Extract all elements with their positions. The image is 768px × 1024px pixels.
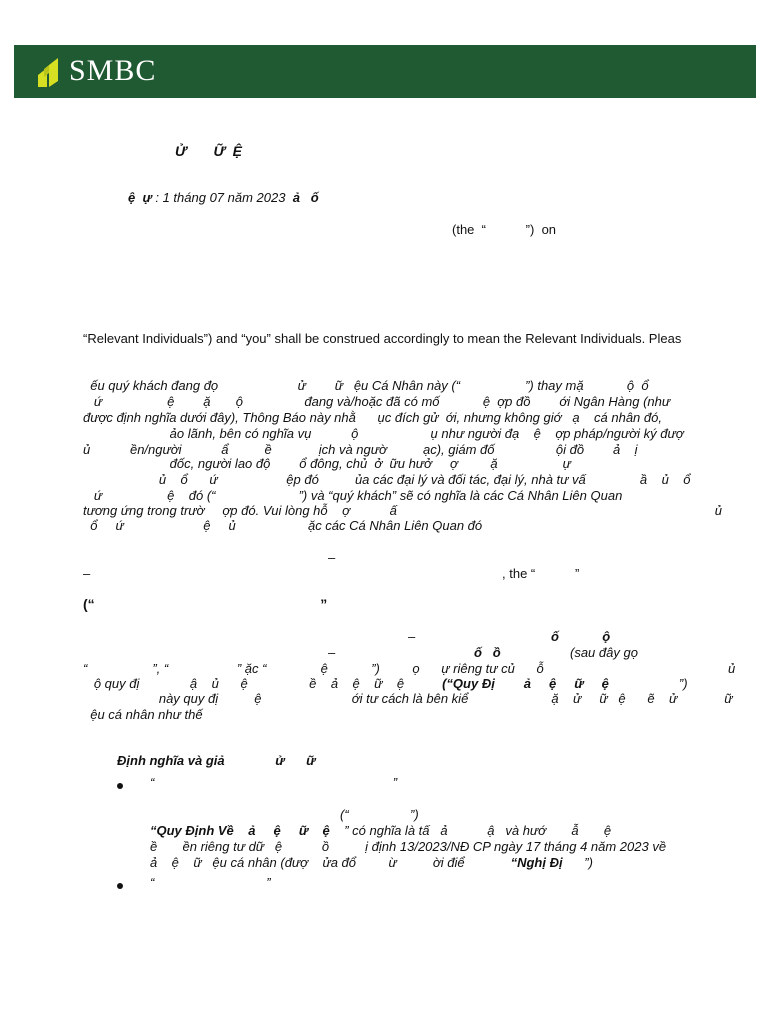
rules-line3: “ ”, “ ” ặc “ ệ ”) ọ ự riêng tư củ ỗ ủ [83, 661, 736, 676]
vi-paragraph-line: ủ ền/người ẩ ề ịch và ngườ ạc), giám đố ội đồ ả ị [83, 442, 638, 457]
smbc-logo-icon [38, 55, 62, 87]
rules-line5: này quy đị ệ ới tư cách là bên kiể ặ ử ữ ệ ẽ ử ữ [83, 691, 733, 706]
rules-line1-tail: ố ộ [551, 629, 611, 644]
definition-1-line1-text: ” có nghĩa là tấ ả ậ và hướ ẫ ệ [329, 823, 612, 838]
intro-the-on: (the “ ”) on [452, 222, 557, 237]
rules-line4-end: ”) [678, 676, 688, 691]
rules-line4 [83, 676, 688, 692]
vi-paragraph-line: ổ ứ ệ ủ ặc các Cá Nhân Liên Quan đó [83, 518, 483, 533]
rules-line6: ệu cá nhân như thế [83, 707, 203, 722]
vi-paragraph-line: ủ ổ ứ ệp đó ủa các đại lý và đối tác, đại lý, nhà tư vấ ầ ủ ổ [83, 472, 691, 487]
bullet-icon [117, 883, 123, 889]
bullet-icon [117, 783, 123, 789]
bold-quote-heading: (“ ” [83, 596, 328, 612]
definition-1-line3 [150, 855, 593, 871]
definition-1-line3-text: ả ệ ữ ệu cá nhân (đượ ửa đổ ừ ời điể [150, 855, 465, 870]
dash-fragment: – [83, 566, 91, 581]
vi-paragraph-line: ảo lãnh, bên có nghĩa vụ ộ ụ như người đạ ệ ợp pháp/người ký đượ [83, 426, 684, 441]
definition-1-line2: ề ền riêng tư dữ ệ ồ ị định 13/2023/NĐ CP ngày 17 tháng 4 năm 2023 về [150, 839, 667, 854]
vi-paragraph-line: được định nghĩa dưới đây), Thông Báo này nhằ ục đích gử ới, nhưng không giớ ạ cá nhân đó, [83, 410, 662, 425]
brand-name: SMBC [69, 54, 157, 87]
header-banner [14, 45, 756, 98]
rules-dash: – [408, 629, 416, 644]
vi-paragraph-line: ứ ệ đó (“ ”) và “quý khách” sẽ có nghĩa là các Cá Nhân Liên Quan [83, 488, 623, 503]
rules-line4-text: ộ quy đị ậ ủ ệ ề ả ệ ữ ệ [83, 676, 405, 691]
page-title: Ử Ữ Ệ [175, 143, 242, 159]
effective-label: ệ ự [128, 190, 156, 205]
rules-line4-bold: (“Quy Đị ả ệ ữ ệ [442, 676, 609, 691]
effective-suffix: ả ố [285, 190, 319, 205]
vi-paragraph-line: đốc, người lao độ ổ đông, chủ ở ữu hưở ợ ặ ự [83, 456, 571, 471]
definition-1-line3-end: ”) [562, 855, 593, 870]
dash-fragment: – [328, 550, 336, 565]
definition-1-line3-term: “Nghị Đị [510, 855, 563, 870]
vi-paragraph-line: tương ứng trong trườ ợp đó. Vui lòng hỗ ợ ấ ủ [83, 503, 722, 518]
rules-line2-tail: (sau đây gọ [570, 645, 638, 660]
definition-1-term: “Quy Định Về ả ệ ữ ệ [150, 823, 330, 838]
relevant-individuals-line: “Relevant Individuals”) and “you” shall be construed accordingly to mean the Relevant Individuals. Pleas [83, 331, 682, 346]
definition-1-quote: “ ” [150, 775, 398, 790]
definition-1-paren: (“ ”) [340, 807, 419, 822]
definition-1-line1 [150, 823, 611, 839]
definition-2-quote: “ ” [150, 875, 271, 890]
rules-line2-mid: ố ồ [474, 645, 501, 660]
effective-date-line [128, 190, 319, 206]
rules-dash: – [328, 645, 336, 660]
the-quote-fragment: , the “ ” [502, 566, 580, 581]
effective-date: : 1 tháng 07 năm 2023 [155, 190, 286, 205]
definitions-heading: Định nghĩa và giả ử ữ [117, 753, 316, 768]
vi-paragraph-line: ếu quý khách đang đọ ử ữ ệu Cá Nhân này (“ ”) thay mặ ộ ổ [83, 378, 649, 393]
vi-paragraph-line: ứ ệ ặ ộ đang và/hoặc đã có mố ệ ợp đồ ới Ngân Hàng (như [83, 394, 671, 409]
